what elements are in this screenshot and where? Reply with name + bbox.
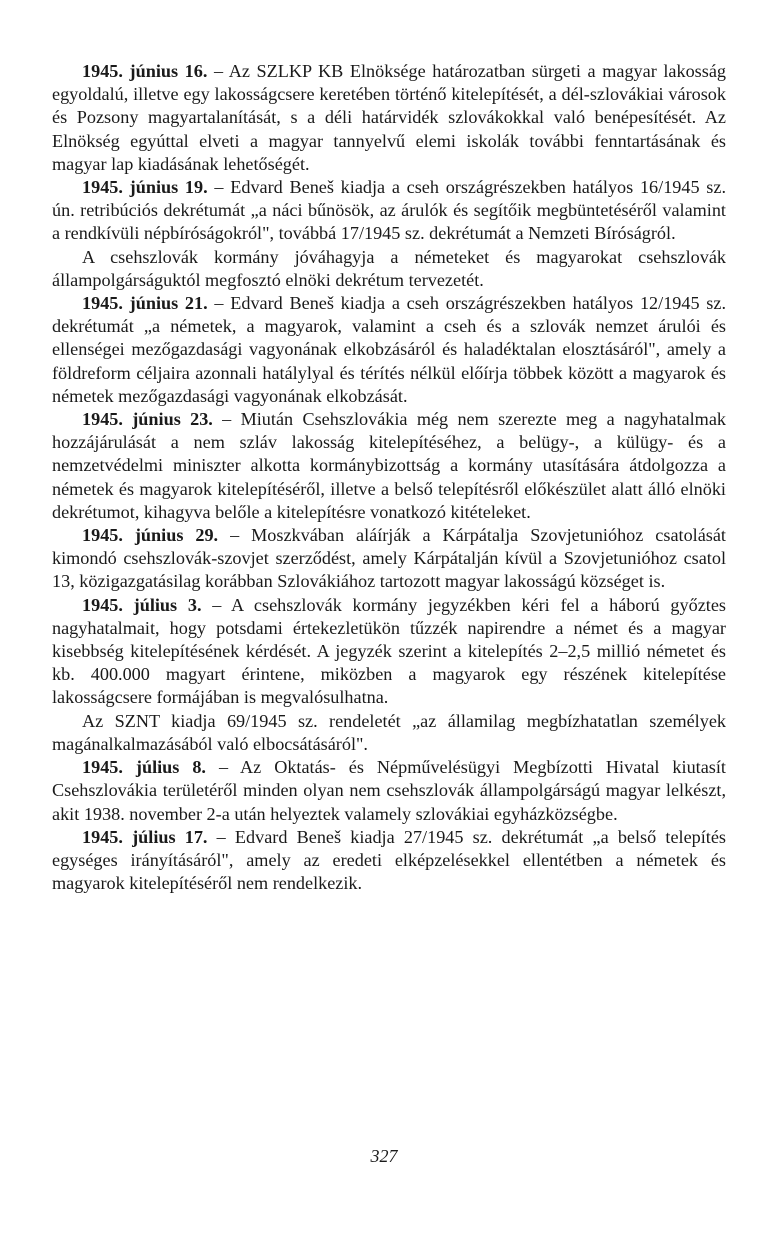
page-number: 327 xyxy=(370,1146,398,1166)
entry-text: – Az Oktatás- és Népművelésügyi Megbízotti Hivatal kiutasít Csehszlovákia területéről minden olyan nem csehszlovák állampolgárságú magyar lelkészt, akit 1938. november 2-a után helyeztek valamely szlovákiai egyházközségbe. xyxy=(52,757,726,824)
entry-date: 1945. június 19. xyxy=(82,177,208,198)
entry-date: 1945. június 29. xyxy=(82,525,219,546)
entry-paragraph xyxy=(52,594,726,710)
entry-text: – Miután Csehszlovákia még nem szerezte meg a nagyhatalmak hozzájárulását a nem szláv lakosság kitelepítéséhez, a belügy-, a külügy- és a nemzetvédelmi miniszter alkotta kormánybizottság a kormány utasítására átdolgozza a németek és magyarok kitelepítéséről, illetve a belső telepítésről előkészület alatt álló elnöki dekrétumot, kihagyva belőle a kitelepítésre vonatkozó kitételeket. xyxy=(52,409,726,522)
entry-paragraph xyxy=(52,176,726,246)
entry-text: – Az SZLKP KB Elnöksége határozatban sürgeti a magyar lakosság egyoldalú, illetve egy lakosságcsere keretében történő kitelepítését, a dél-szlovákiai városok és Pozsony magyartalanítását, s a déli határvidék szlovákokkal való benépesítését. Az Elnökség egyúttal elveti a magyar tannyelvű elemi iskolák további fenntartásának és magyar lap kiadásának lehetőségét. xyxy=(52,61,726,174)
entry-text: – Edvard Beneš kiadja 27/1945 sz. dekrétumát „a belső telepítés egységes irányításáról", amely az eredeti elképzelésekkel ellentétben a németek és magyarok kitelepítéséről nem rendelkezik. xyxy=(52,826,726,894)
entry-paragraph xyxy=(52,246,726,292)
document-body xyxy=(52,60,726,895)
entry-paragraph xyxy=(52,826,726,896)
entry-text: A csehszlovák kormány jóváhagyja a németeket és magyarokat csehszlovák állampolgárságuktól megfosztó elnöki dekrétum tervezetét. xyxy=(52,246,726,290)
entry-paragraph xyxy=(52,710,726,756)
entry-date: 1945. július 17. xyxy=(82,826,208,847)
entry-paragraph xyxy=(52,292,726,408)
entry-date: 1945. június 23. xyxy=(82,409,213,430)
entry-text: – Moszkvában aláírják a Kárpátalja Szovjetunióhoz csatolását kimondó csehszlovák-szovjet szerződést, amely Kárpátalján kívül a Szovjetunióhoz csatol 13, közigazgatásilag korábban Szlovákiához tartozott magyar lakosságú községet is. xyxy=(52,525,726,592)
entry-date: 1945. július 3. xyxy=(82,594,202,615)
entry-text: Az SZNT kiadja 69/1945 sz. rendeletét „az államilag megbízhatatlan személyek magánalkalmazásából való elbocsátásáról". xyxy=(52,710,726,754)
entry-date: 1945. június 16. xyxy=(82,61,208,81)
entry-paragraph xyxy=(52,756,726,826)
entry-text: – Edvard Beneš kiadja a cseh országrészekben hatályos 16/1945 sz. ún. retribúciós dekrétumát „a náci bűnösök, az árulók és segítőik megbüntetéséről valamint a rendkívüli népbíróságokról", továbbá 17/1945 sz. dekrétumát a Nemzeti Bíróságról. xyxy=(52,177,726,244)
entry-text: – A csehszlovák kormány jegyzékben kéri fel a háború győztes nagyhatalmait, hogy potsdami értekezletükön tűzzék napirendre a német és a magyar kisebbség kitelepítésének kérdését. A jegyzék szerint a kitelepítés 2–2,5 millió németet és kb. 400.000 magyart érintene, miközben a magyarok egy részének kitelepítése lakosságcsere formájában is megvalósulhatna. xyxy=(52,594,726,708)
entry-paragraph xyxy=(52,524,726,594)
entry-paragraph xyxy=(52,408,726,524)
entry-date: 1945. június 21. xyxy=(82,293,208,314)
entry-date: 1945. július 8. xyxy=(82,757,206,778)
entry-text: – Edvard Beneš kiadja a cseh országrészekben hatályos 12/1945 sz. dekrétumát „a németek, a magyarok, valamint a cseh és a szlovák nemzet árulói és ellenségei mezőgazdasági vagyonának elkobzásáról és haladéktalan elosztásáról", amely a földreform céljaira azonnali hatálylyal és térítés nélkül előírja többek között a magyarok és németek mezőgazdasági vagyonának elkobzását. xyxy=(52,293,726,406)
entry-paragraph xyxy=(52,60,726,176)
